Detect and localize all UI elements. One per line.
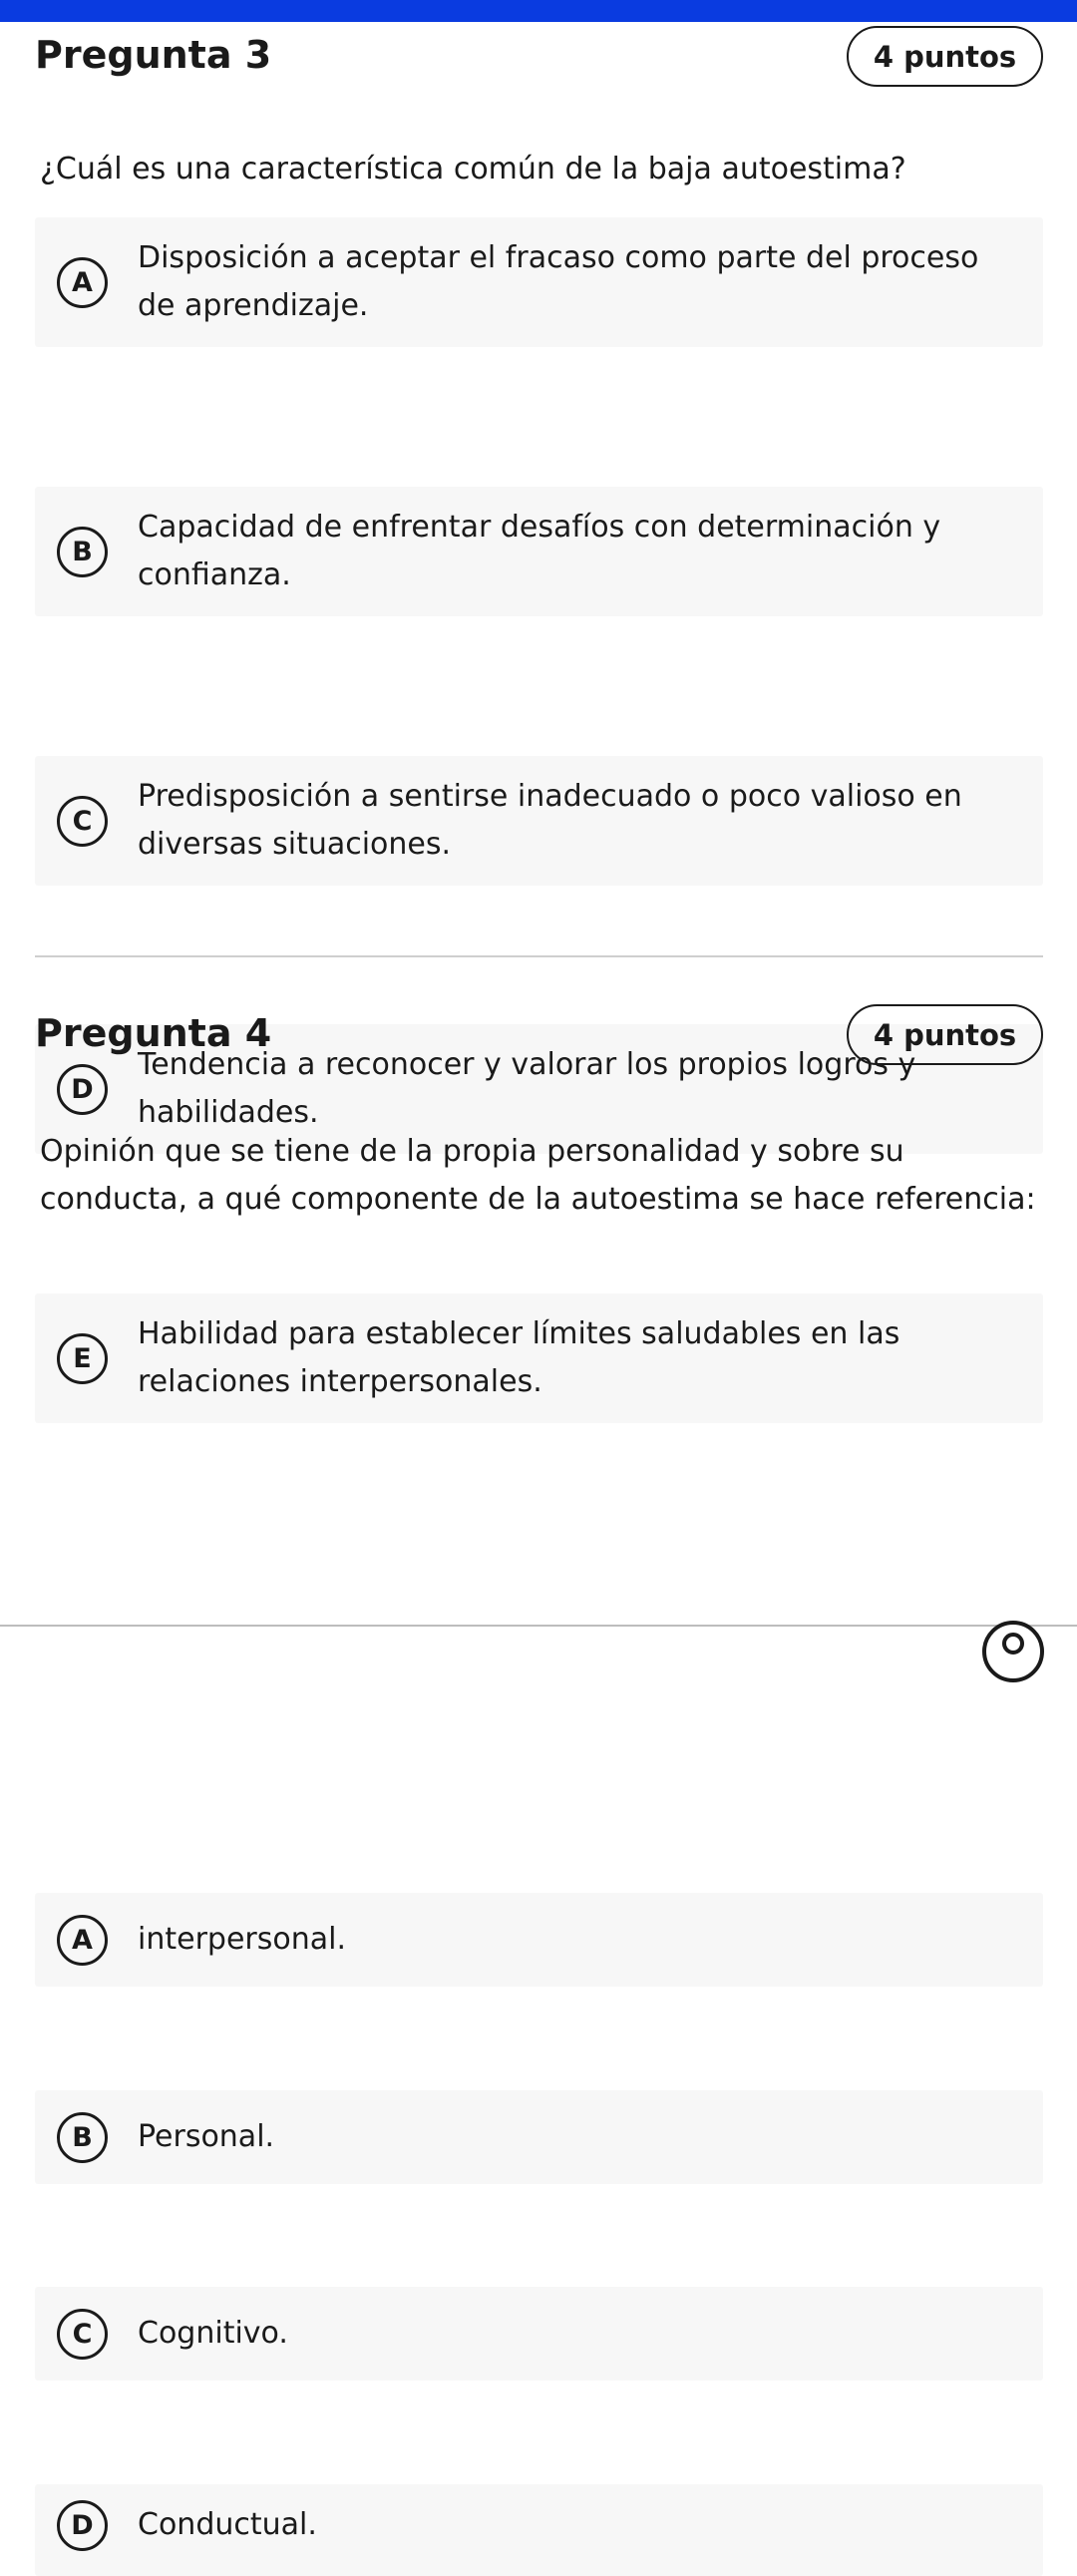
option-text: interpersonal. bbox=[138, 1922, 346, 1957]
question-header bbox=[35, 1000, 1043, 1066]
option-text: Capacidad de enfrentar desafíos con determinación y confianza. bbox=[138, 510, 941, 592]
floating-action-button[interactable] bbox=[982, 1621, 1044, 1682]
points-badge: 4 puntos bbox=[847, 26, 1043, 87]
top-accent-bar bbox=[0, 0, 1077, 22]
option-a[interactable] bbox=[35, 217, 1043, 347]
option-a[interactable] bbox=[35, 1893, 1043, 1987]
bottom-divider bbox=[0, 1625, 1077, 1627]
option-e[interactable] bbox=[35, 1293, 1043, 1423]
option-letter: B bbox=[57, 527, 108, 577]
question-text: Opinión que se tiene de la propia personalidad y sobre su conducta, a qué componente de la autoestima se hace referencia: bbox=[40, 1134, 1036, 1217]
option-letter: E bbox=[57, 1333, 108, 1384]
option-text: Habilidad para establecer límites saludables en las relaciones interpersonales. bbox=[138, 1316, 900, 1399]
option-letter: A bbox=[57, 257, 108, 308]
option-text: Predisposición a sentirse inadecuado o poco valioso en diversas situaciones. bbox=[138, 779, 962, 862]
option-text: Personal. bbox=[138, 2119, 275, 2154]
option-text: Conductual. bbox=[138, 2507, 317, 2542]
question-text: ¿Cuál es una característica común de la baja autoestima? bbox=[40, 152, 906, 186]
option-letter: D bbox=[57, 2500, 108, 2551]
points-badge: 4 puntos bbox=[847, 1004, 1043, 1065]
option-text: Tendencia a reconocer y valorar los propios logros y habilidades. bbox=[138, 1047, 916, 1130]
option-letter: C bbox=[57, 796, 108, 847]
option-letter: B bbox=[57, 2112, 108, 2163]
question-3 bbox=[35, 22, 1043, 88]
option-c[interactable] bbox=[35, 2287, 1043, 2381]
question-title: Pregunta 4 bbox=[35, 1011, 272, 1055]
option-text: Disposición a aceptar el fracaso como parte del proceso de aprendizaje. bbox=[138, 240, 979, 323]
question-4 bbox=[35, 1000, 1043, 1066]
option-b[interactable] bbox=[35, 487, 1043, 616]
question-title: Pregunta 3 bbox=[35, 33, 272, 77]
option-text: Cognitivo. bbox=[138, 2316, 288, 2351]
circle-icon bbox=[1002, 1633, 1024, 1655]
option-letter: A bbox=[57, 1915, 108, 1966]
option-c[interactable] bbox=[35, 756, 1043, 886]
option-b[interactable] bbox=[35, 2090, 1043, 2184]
section-divider bbox=[35, 955, 1043, 957]
option-d[interactable] bbox=[35, 2484, 1043, 2576]
question-header bbox=[35, 22, 1043, 88]
option-letter: D bbox=[57, 1064, 108, 1115]
option-letter: C bbox=[57, 2309, 108, 2360]
